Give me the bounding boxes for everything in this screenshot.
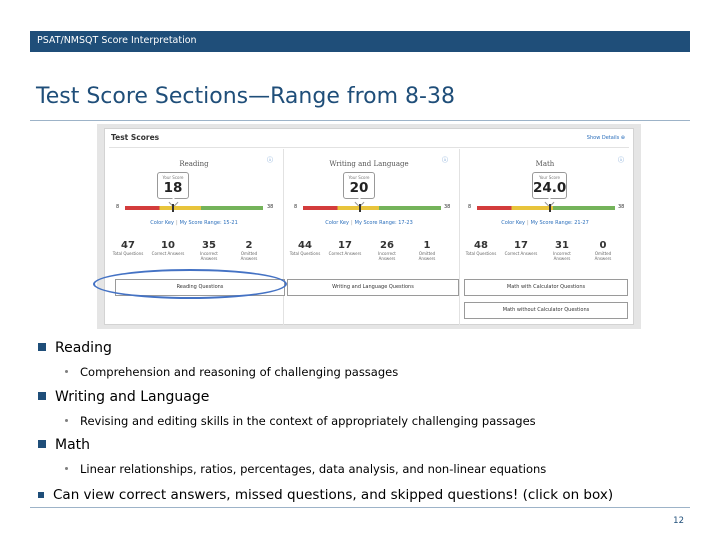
stat-total: 47 Total Questions (112, 240, 144, 256)
score-box (343, 172, 375, 199)
range-min: 8 (468, 204, 472, 210)
bullet-reading: Reading (38, 340, 112, 356)
score-value: 24.0 (533, 180, 567, 196)
stat-total: 48 Total Questions (465, 240, 497, 256)
bullet-dot (65, 467, 68, 470)
score-keys: Color Key | My Score Range: 15-21 (150, 220, 238, 226)
score-marker (359, 204, 361, 212)
header-label: PSAT/NMSQT Score Interpretation (37, 35, 197, 46)
color-key-link[interactable]: Color Key (325, 220, 349, 226)
math-calculator-questions-button[interactable]: Math with Calculator Questions (464, 279, 628, 296)
score-box (157, 172, 189, 199)
bullet-marker (38, 440, 46, 448)
bullet-marker (38, 392, 46, 400)
stat-correct: 10 Correct Answers (151, 240, 185, 256)
score-value: 20 (349, 180, 369, 196)
score-value: 18 (163, 180, 183, 196)
score-range-link[interactable]: My Score Range: 15-21 (179, 220, 238, 226)
bullet-dot (65, 419, 68, 422)
stat-correct: 17 Correct Answers (504, 240, 538, 256)
stat-correct: 17 Correct Answers (328, 240, 362, 256)
score-label: Your Score (162, 175, 184, 180)
sub-bullet-math: Linear relationships, ratios, percentages, data analysis, and non-linear equations (65, 462, 546, 476)
score-marker (172, 204, 174, 212)
stat-omitted: 0 Omitted Answers (594, 240, 612, 261)
slide-title: Test Score Sections—Range from 8-38 (36, 84, 455, 109)
score-keys: Color Key | My Score Range: 17-23 (325, 220, 413, 226)
math-section (459, 149, 630, 325)
writing-section (283, 149, 454, 325)
score-bar (303, 206, 441, 210)
stat-total: 44 Total Questions (289, 240, 321, 256)
stat-incorrect: 35 Incorrect Answers (200, 240, 218, 261)
score-range-link[interactable]: My Score Range: 21-27 (530, 220, 589, 226)
range-min: 8 (116, 204, 120, 210)
stat-omitted: 1 Omitted Answers (418, 240, 436, 261)
bullet-writing: Writing and Language (38, 389, 209, 405)
info-icon[interactable]: ⓘ (441, 157, 448, 164)
stat-incorrect: 31 Incorrect Answers (553, 240, 571, 261)
title-divider (30, 120, 690, 121)
header-bar (30, 31, 690, 52)
stat-incorrect: 26 Incorrect Answers (378, 240, 396, 261)
bullet-view-answers: Can view correct answers, missed questions, and skipped questions! (click on box) (38, 487, 613, 503)
score-bar (125, 206, 263, 210)
sub-bullet-reading: Comprehension and reasoning of challenging passages (65, 365, 398, 379)
card-title: Test Scores (111, 133, 160, 142)
score-label: Your Score (348, 175, 370, 180)
info-icon[interactable]: ⓘ (266, 157, 273, 164)
highlight-oval (93, 269, 287, 299)
score-range-link[interactable]: My Score Range: 17-23 (354, 220, 413, 226)
footer-divider (30, 507, 690, 508)
range-max: 38 (618, 204, 625, 210)
section-name: Writing and Language (329, 160, 409, 168)
show-details-link[interactable]: Show Details ⊕ (586, 135, 625, 141)
bullet-dot (65, 370, 68, 373)
section-name: Math (535, 160, 555, 168)
section-name: Reading (179, 160, 209, 168)
color-key-link[interactable]: Color Key (501, 220, 525, 226)
range-max: 38 (444, 204, 451, 210)
range-min: 8 (294, 204, 298, 210)
card-divider (109, 147, 629, 148)
score-label: Your Score (538, 175, 560, 180)
score-marker (549, 204, 551, 212)
color-key-link[interactable]: Color Key (150, 220, 174, 226)
writing-questions-button[interactable]: Writing and Language Questions (287, 279, 459, 296)
stat-omitted: 2 Omitted Answers (240, 240, 258, 261)
score-keys: Color Key | My Score Range: 21-27 (501, 220, 589, 226)
math-no-calculator-questions-button[interactable]: Math without Calculator Questions (464, 302, 628, 319)
score-bar (477, 206, 615, 210)
bullet-marker (38, 343, 46, 351)
bullet-marker (38, 492, 44, 498)
sub-bullet-writing: Revising and editing skills in the context of appropriately challenging passages (65, 414, 536, 428)
reading-questions-button[interactable]: Reading Questions (115, 279, 285, 296)
range-max: 38 (267, 204, 274, 210)
page-number: 12 (673, 516, 684, 526)
score-box (532, 172, 567, 199)
bullet-math: Math (38, 437, 90, 453)
info-icon[interactable]: ⓘ (617, 157, 624, 164)
